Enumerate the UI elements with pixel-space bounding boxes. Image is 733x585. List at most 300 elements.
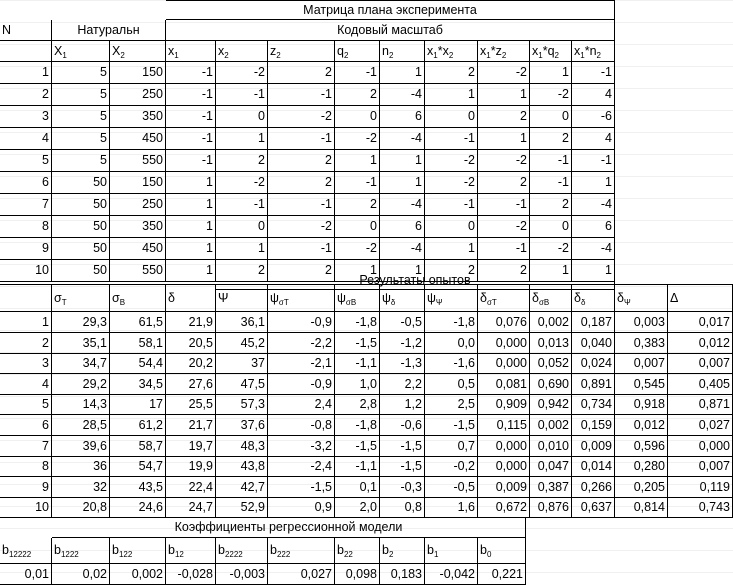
results-cell[interactable]: -0,3 xyxy=(380,477,425,498)
plan-cell[interactable]: -2 xyxy=(530,238,572,260)
results-cell[interactable]: 1,6 xyxy=(425,497,478,518)
results-cell[interactable]: 57,3 xyxy=(216,394,268,415)
plan-cell[interactable]: 2 xyxy=(478,172,530,194)
plan-cell[interactable]: 1 xyxy=(166,216,216,238)
plan-cell[interactable]: 150 xyxy=(110,62,166,84)
plan-header-cell[interactable] xyxy=(110,41,166,62)
results-cell[interactable]: 0,690 xyxy=(530,374,572,395)
plan-cell[interactable]: 1 xyxy=(166,172,216,194)
plan-cell[interactable]: -1 xyxy=(268,238,335,260)
plan-cell[interactable]: -1 xyxy=(216,194,268,216)
results-cell[interactable]: -1,3 xyxy=(380,353,425,374)
results-cell[interactable]: 24,6 xyxy=(110,497,166,518)
plan-cell[interactable]: 250 xyxy=(110,194,166,216)
results-cell[interactable]: 0,871 xyxy=(668,394,733,415)
plan-header-cell[interactable] xyxy=(572,41,615,62)
plan-cell[interactable]: 2 xyxy=(425,260,478,282)
results-cell[interactable]: -0,2 xyxy=(425,456,478,477)
results-cell[interactable]: 2,0 xyxy=(335,497,380,518)
results-cell[interactable]: 0,007 xyxy=(615,353,668,374)
plan-cell[interactable]: -2 xyxy=(268,106,335,128)
results-cell[interactable]: 36,1 xyxy=(216,312,268,333)
plan-cell[interactable]: 150 xyxy=(110,172,166,194)
plan-cell[interactable]: -2 xyxy=(478,150,530,172)
results-cell[interactable]: 0,814 xyxy=(615,497,668,518)
results-cell[interactable]: 1,0 xyxy=(335,374,380,395)
results-cell[interactable]: 21,7 xyxy=(166,415,216,436)
plan-cell[interactable]: 1 xyxy=(572,172,615,194)
results-header-cell[interactable] xyxy=(110,284,166,312)
plan-header-cell[interactable] xyxy=(335,41,380,62)
results-cell[interactable]: 0,266 xyxy=(572,477,615,498)
coeffs-cell[interactable]: 0,02 xyxy=(52,564,110,585)
plan-cell[interactable]: 2 xyxy=(268,150,335,172)
plan-cell[interactable]: 550 xyxy=(110,260,166,282)
plan-cell[interactable]: 1 xyxy=(166,194,216,216)
results-cell[interactable]: 10 xyxy=(0,497,52,518)
plan-header-cell[interactable] xyxy=(530,41,572,62)
results-cell[interactable]: 0,205 xyxy=(615,477,668,498)
plan-cell[interactable]: -1 xyxy=(268,194,335,216)
plan-cell[interactable]: 5 xyxy=(0,150,52,172)
results-cell[interactable]: 0,040 xyxy=(572,333,615,354)
results-cell[interactable]: 0,119 xyxy=(668,477,733,498)
plan-cell[interactable]: 8 xyxy=(0,216,52,238)
results-cell[interactable]: 37,6 xyxy=(216,415,268,436)
results-header-cell[interactable] xyxy=(268,284,335,312)
plan-cell[interactable]: 1 xyxy=(166,260,216,282)
plan-cell[interactable]: -4 xyxy=(380,84,425,106)
results-cell[interactable]: 0,009 xyxy=(572,436,615,457)
plan-cell[interactable]: -4 xyxy=(572,194,615,216)
results-cell[interactable]: -2,1 xyxy=(268,353,335,374)
plan-cell[interactable]: 4 xyxy=(572,128,615,150)
results-cell[interactable]: 0,076 xyxy=(478,312,530,333)
plan-cell[interactable]: 1 xyxy=(0,62,52,84)
plan-cell[interactable]: -2 xyxy=(478,62,530,84)
results-cell[interactable]: 0,007 xyxy=(668,456,733,477)
results-cell[interactable]: 22,4 xyxy=(166,477,216,498)
plan-cell[interactable]: 6 xyxy=(380,216,425,238)
results-cell[interactable]: 6 xyxy=(0,415,52,436)
plan-cell[interactable]: -1 xyxy=(268,128,335,150)
plan-cell[interactable]: 2 xyxy=(268,260,335,282)
results-cell[interactable]: 0,081 xyxy=(478,374,530,395)
results-header-cell[interactable] xyxy=(668,284,733,312)
plan-cell[interactable]: 450 xyxy=(110,128,166,150)
results-cell[interactable]: 37 xyxy=(216,353,268,374)
results-cell[interactable]: 52,9 xyxy=(216,497,268,518)
plan-cell[interactable]: -1 xyxy=(478,194,530,216)
results-header-cell[interactable] xyxy=(335,284,380,312)
results-cell[interactable]: 0,7 xyxy=(425,436,478,457)
results-header-cell[interactable] xyxy=(615,284,668,312)
results-cell[interactable]: 0,918 xyxy=(615,394,668,415)
coeffs-header-cell[interactable] xyxy=(216,538,268,564)
plan-cell[interactable]: 1 xyxy=(380,260,425,282)
plan-cell[interactable]: 0 xyxy=(216,216,268,238)
results-cell[interactable]: 34,7 xyxy=(52,353,110,374)
plan-cell[interactable]: 2 xyxy=(335,84,380,106)
coeffs-cell[interactable]: 0,01 xyxy=(0,564,52,585)
results-cell[interactable]: -1,6 xyxy=(425,353,478,374)
results-cell[interactable]: -1,1 xyxy=(335,353,380,374)
coeffs-cell[interactable]: -0,028 xyxy=(166,564,216,585)
results-cell[interactable]: 34,5 xyxy=(110,374,166,395)
plan-cell[interactable]: 450 xyxy=(110,238,166,260)
plan-cell[interactable]: 1 xyxy=(166,238,216,260)
plan-cell[interactable]: 1 xyxy=(216,128,268,150)
results-cell[interactable]: 0,9 xyxy=(268,497,335,518)
results-cell[interactable]: 28,5 xyxy=(52,415,110,436)
results-cell[interactable]: -1,8 xyxy=(335,312,380,333)
results-header-cell[interactable] xyxy=(216,284,268,312)
results-cell[interactable]: 24,7 xyxy=(166,497,216,518)
results-cell[interactable]: 0,027 xyxy=(668,415,733,436)
results-header-cell[interactable] xyxy=(478,284,530,312)
plan-cell[interactable]: -2 xyxy=(335,128,380,150)
plan-cell[interactable]: -1 xyxy=(166,128,216,150)
coeffs-cell[interactable]: 0,002 xyxy=(110,564,166,585)
results-cell[interactable]: -1,8 xyxy=(425,312,478,333)
plan-cell[interactable]: 350 xyxy=(110,106,166,128)
plan-cell[interactable]: 50 xyxy=(52,238,110,260)
results-cell[interactable]: 4 xyxy=(0,374,52,395)
results-cell[interactable]: -3,2 xyxy=(268,436,335,457)
plan-header-cell[interactable] xyxy=(52,41,110,62)
results-cell[interactable]: 2,5 xyxy=(425,394,478,415)
plan-cell[interactable]: -2 xyxy=(530,84,572,106)
results-cell[interactable]: 0,000 xyxy=(478,436,530,457)
results-cell[interactable]: 0,187 xyxy=(572,312,615,333)
results-header-cell[interactable] xyxy=(572,284,615,312)
results-title[interactable]: Результаты опытов xyxy=(216,272,615,290)
results-cell[interactable]: 0,596 xyxy=(615,436,668,457)
plan-cell[interactable]: -1 xyxy=(268,84,335,106)
results-cell[interactable]: 54,7 xyxy=(110,456,166,477)
results-cell[interactable]: 0,545 xyxy=(615,374,668,395)
plan-cell[interactable]: -1 xyxy=(166,150,216,172)
coeffs-cell[interactable]: 0,098 xyxy=(335,564,380,585)
coeffs-header-cell[interactable] xyxy=(110,538,166,564)
plan-cell[interactable]: 9 xyxy=(0,238,52,260)
results-cell[interactable]: 0,010 xyxy=(530,436,572,457)
plan-cell[interactable]: 6 xyxy=(572,216,615,238)
plan-cell[interactable]: 5 xyxy=(52,62,110,84)
coeffs-header-cell[interactable] xyxy=(380,538,425,564)
plan-cell[interactable]: 1 xyxy=(530,260,572,282)
results-cell[interactable]: 0,000 xyxy=(478,333,530,354)
plan-cell[interactable]: 2 xyxy=(478,260,530,282)
plan-cell[interactable]: 10 xyxy=(0,260,52,282)
results-cell[interactable]: -1,5 xyxy=(268,477,335,498)
plan-cell[interactable]: -1 xyxy=(530,172,572,194)
results-cell[interactable]: 5 xyxy=(0,394,52,415)
results-header-cell[interactable] xyxy=(425,284,478,312)
results-cell[interactable]: 0,003 xyxy=(615,312,668,333)
results-cell[interactable]: 0,387 xyxy=(530,477,572,498)
plan-cell[interactable]: -2 xyxy=(216,172,268,194)
results-cell[interactable]: 0,942 xyxy=(530,394,572,415)
plan-cell[interactable]: -1 xyxy=(166,62,216,84)
results-cell[interactable]: -1,8 xyxy=(335,415,380,436)
results-cell[interactable]: 0,024 xyxy=(572,353,615,374)
results-cell[interactable]: 0,115 xyxy=(478,415,530,436)
results-cell[interactable]: 0,052 xyxy=(530,353,572,374)
results-cell[interactable]: 8 xyxy=(0,456,52,477)
plan-cell[interactable]: 5 xyxy=(52,128,110,150)
results-cell[interactable]: 0,743 xyxy=(668,497,733,518)
results-cell[interactable]: 14,3 xyxy=(52,394,110,415)
plan-header-cell[interactable] xyxy=(380,41,425,62)
results-cell[interactable]: -2,2 xyxy=(268,333,335,354)
plan-header-cell[interactable] xyxy=(216,41,268,62)
results-header-blank[interactable] xyxy=(0,284,52,312)
plan-group-natural[interactable]: Натуральн xyxy=(52,20,166,41)
plan-cell[interactable]: 0 xyxy=(425,216,478,238)
plan-cell[interactable]: 2 xyxy=(268,62,335,84)
plan-group-coded[interactable]: Кодовый масштаб xyxy=(166,20,615,41)
plan-cell[interactable]: 5 xyxy=(52,106,110,128)
results-cell[interactable]: 2,4 xyxy=(268,394,335,415)
results-cell[interactable]: 0,876 xyxy=(530,497,572,518)
results-cell[interactable]: -0,9 xyxy=(268,312,335,333)
results-cell[interactable]: 45,2 xyxy=(216,333,268,354)
plan-header-cell[interactable] xyxy=(166,41,216,62)
plan-header-cell[interactable] xyxy=(268,41,335,62)
results-cell[interactable]: 43,8 xyxy=(216,456,268,477)
results-cell[interactable]: 3 xyxy=(0,353,52,374)
results-cell[interactable]: 20,2 xyxy=(166,353,216,374)
plan-cell[interactable]: 1 xyxy=(478,84,530,106)
plan-cell[interactable]: 550 xyxy=(110,150,166,172)
results-cell[interactable]: 25,5 xyxy=(166,394,216,415)
results-header-cell[interactable] xyxy=(166,284,216,312)
plan-cell[interactable]: 1 xyxy=(478,128,530,150)
plan-cell[interactable]: 2 xyxy=(530,128,572,150)
plan-cell[interactable]: -1 xyxy=(425,128,478,150)
results-cell[interactable]: 21,9 xyxy=(166,312,216,333)
plan-cell[interactable]: -1 xyxy=(425,194,478,216)
coeffs-cell[interactable]: 0,027 xyxy=(268,564,335,585)
plan-cell[interactable]: 50 xyxy=(52,194,110,216)
results-cell[interactable]: 19,9 xyxy=(166,456,216,477)
plan-cell[interactable]: 50 xyxy=(52,260,110,282)
plan-cell[interactable]: 2 xyxy=(268,172,335,194)
coeffs-header-cell[interactable] xyxy=(425,538,478,564)
plan-cell[interactable]: 1 xyxy=(335,260,380,282)
results-cell[interactable]: -1,5 xyxy=(335,333,380,354)
plan-cell[interactable]: 2 xyxy=(335,194,380,216)
results-cell[interactable]: 0,383 xyxy=(615,333,668,354)
results-cell[interactable]: 47,5 xyxy=(216,374,268,395)
results-cell[interactable]: -0,6 xyxy=(380,415,425,436)
results-cell[interactable]: 0,637 xyxy=(572,497,615,518)
results-cell[interactable]: 32 xyxy=(52,477,110,498)
plan-cell[interactable]: -2 xyxy=(478,216,530,238)
results-cell[interactable]: 0,047 xyxy=(530,456,572,477)
results-cell[interactable]: 2 xyxy=(0,333,52,354)
results-cell[interactable]: 19,7 xyxy=(166,436,216,457)
results-cell[interactable]: -0,8 xyxy=(268,415,335,436)
results-cell[interactable]: 7 xyxy=(0,436,52,457)
results-cell[interactable]: 20,5 xyxy=(166,333,216,354)
plan-cell[interactable]: -6 xyxy=(572,106,615,128)
plan-cell[interactable]: 6 xyxy=(0,172,52,194)
plan-cell[interactable]: -1 xyxy=(166,84,216,106)
results-cell[interactable]: 0,5 xyxy=(425,374,478,395)
results-cell[interactable]: 0,012 xyxy=(615,415,668,436)
plan-cell[interactable]: -1 xyxy=(572,62,615,84)
plan-cell[interactable]: 0 xyxy=(335,106,380,128)
plan-cell[interactable]: 2 xyxy=(0,84,52,106)
plan-cell[interactable]: -2 xyxy=(425,172,478,194)
results-cell[interactable]: 0,159 xyxy=(572,415,615,436)
plan-cell[interactable]: 5 xyxy=(52,150,110,172)
plan-cell[interactable]: 250 xyxy=(110,84,166,106)
plan-cell[interactable]: -4 xyxy=(380,128,425,150)
results-cell[interactable]: 58,1 xyxy=(110,333,166,354)
plan-cell[interactable]: 2 xyxy=(425,62,478,84)
results-cell[interactable]: 39,6 xyxy=(52,436,110,457)
results-header-cell[interactable] xyxy=(530,284,572,312)
results-cell[interactable]: 0,017 xyxy=(668,312,733,333)
results-cell[interactable]: 0,007 xyxy=(668,353,733,374)
results-cell[interactable]: 0,672 xyxy=(478,497,530,518)
plan-title[interactable]: Матрица плана эксперимента xyxy=(166,0,615,20)
plan-cell[interactable]: 5 xyxy=(52,84,110,106)
coeffs-header-cell[interactable] xyxy=(478,538,526,564)
plan-header-cell[interactable] xyxy=(478,41,530,62)
plan-cell[interactable]: -1 xyxy=(166,106,216,128)
results-cell[interactable]: -0,5 xyxy=(425,477,478,498)
plan-cell[interactable]: 1 xyxy=(572,260,615,282)
plan-cell[interactable]: 0 xyxy=(530,106,572,128)
results-cell[interactable]: 48,3 xyxy=(216,436,268,457)
plan-cell[interactable]: -1 xyxy=(216,84,268,106)
results-cell[interactable]: 0,000 xyxy=(478,456,530,477)
plan-cell[interactable]: -4 xyxy=(380,238,425,260)
results-cell[interactable]: 0,891 xyxy=(572,374,615,395)
results-cell[interactable]: 17 xyxy=(110,394,166,415)
coeffs-header-cell[interactable] xyxy=(52,538,110,564)
plan-cell[interactable]: 1 xyxy=(216,238,268,260)
results-cell[interactable]: -1,5 xyxy=(380,436,425,457)
results-cell[interactable]: 0,002 xyxy=(530,415,572,436)
plan-cell[interactable]: -4 xyxy=(572,238,615,260)
results-cell[interactable]: -1,5 xyxy=(380,456,425,477)
results-cell[interactable]: -1,1 xyxy=(335,456,380,477)
plan-cell[interactable]: -1 xyxy=(335,172,380,194)
results-cell[interactable]: 20,8 xyxy=(52,497,110,518)
plan-cell[interactable]: -1 xyxy=(530,150,572,172)
results-cell[interactable]: 58,7 xyxy=(110,436,166,457)
coeffs-cell[interactable]: 0,221 xyxy=(478,564,526,585)
results-header-cell[interactable] xyxy=(52,284,110,312)
results-cell[interactable]: 35,1 xyxy=(52,333,110,354)
results-cell[interactable]: 2,8 xyxy=(335,394,380,415)
results-cell[interactable]: 61,2 xyxy=(110,415,166,436)
plan-cell[interactable]: 4 xyxy=(572,84,615,106)
coeffs-header-cell[interactable] xyxy=(335,538,380,564)
plan-header-blank[interactable] xyxy=(0,41,52,62)
plan-cell[interactable]: 3 xyxy=(0,106,52,128)
plan-cell[interactable]: 50 xyxy=(52,216,110,238)
results-cell[interactable]: 0,013 xyxy=(530,333,572,354)
results-cell[interactable]: 0,002 xyxy=(530,312,572,333)
coeffs-cell[interactable]: 0,183 xyxy=(380,564,425,585)
coeffs-header-cell[interactable] xyxy=(0,538,52,564)
results-cell[interactable]: -1,5 xyxy=(335,436,380,457)
plan-cell[interactable]: 1 xyxy=(530,62,572,84)
plan-cell[interactable]: 1 xyxy=(380,150,425,172)
results-cell[interactable]: 29,3 xyxy=(52,312,110,333)
plan-cell[interactable]: 2 xyxy=(216,260,268,282)
results-cell[interactable]: 61,5 xyxy=(110,312,166,333)
results-cell[interactable]: -1,2 xyxy=(380,333,425,354)
plan-cell[interactable]: 1 xyxy=(335,150,380,172)
results-cell[interactable]: 36 xyxy=(52,456,110,477)
results-cell[interactable]: 0,909 xyxy=(478,394,530,415)
results-header-cell[interactable] xyxy=(380,284,425,312)
plan-cell[interactable]: -1 xyxy=(478,238,530,260)
plan-cell[interactable]: 2 xyxy=(478,106,530,128)
results-cell[interactable]: 42,7 xyxy=(216,477,268,498)
plan-cell[interactable]: 4 xyxy=(0,128,52,150)
results-cell[interactable]: 0,009 xyxy=(478,477,530,498)
plan-cell[interactable]: 6 xyxy=(380,106,425,128)
plan-cell[interactable]: -2 xyxy=(335,238,380,260)
plan-cell[interactable]: 0 xyxy=(216,106,268,128)
results-cell[interactable]: 0,8 xyxy=(380,497,425,518)
plan-cell[interactable]: 0 xyxy=(425,106,478,128)
coeffs-header-cell[interactable] xyxy=(268,538,335,564)
results-cell[interactable]: 29,2 xyxy=(52,374,110,395)
results-cell[interactable]: 1,2 xyxy=(380,394,425,415)
plan-cell[interactable]: 2 xyxy=(216,150,268,172)
coeffs-cell[interactable]: -0,042 xyxy=(425,564,478,585)
plan-cell[interactable]: -1 xyxy=(572,150,615,172)
results-cell[interactable]: 0,0 xyxy=(425,333,478,354)
plan-cell[interactable]: 1 xyxy=(380,62,425,84)
plan-cell[interactable]: 7 xyxy=(0,194,52,216)
plan-cell[interactable]: 0 xyxy=(530,216,572,238)
plan-cell[interactable]: -2 xyxy=(216,62,268,84)
plan-cell[interactable]: 1 xyxy=(425,84,478,106)
results-cell[interactable]: -2,4 xyxy=(268,456,335,477)
results-cell[interactable]: 0,000 xyxy=(668,436,733,457)
plan-cell[interactable]: 2 xyxy=(530,194,572,216)
plan-col-n[interactable]: N xyxy=(0,20,52,41)
plan-cell[interactable]: 350 xyxy=(110,216,166,238)
results-cell[interactable]: 0,280 xyxy=(615,456,668,477)
results-cell[interactable]: 2,2 xyxy=(380,374,425,395)
results-cell[interactable]: 54,4 xyxy=(110,353,166,374)
plan-cell[interactable]: -2 xyxy=(425,150,478,172)
results-cell[interactable]: 0,014 xyxy=(572,456,615,477)
plan-cell[interactable]: 50 xyxy=(52,172,110,194)
plan-cell[interactable]: 1 xyxy=(380,172,425,194)
results-cell[interactable]: 27,6 xyxy=(166,374,216,395)
plan-cell[interactable]: -2 xyxy=(268,216,335,238)
results-cell[interactable]: 0,1 xyxy=(335,477,380,498)
coeffs-header-cell[interactable] xyxy=(166,538,216,564)
plan-header-cell[interactable] xyxy=(425,41,478,62)
coeffs-title[interactable]: Коэффициенты регрессионной модели xyxy=(52,518,526,538)
results-cell[interactable]: 0,405 xyxy=(668,374,733,395)
coeffs-cell[interactable]: -0,003 xyxy=(216,564,268,585)
plan-cell[interactable]: -4 xyxy=(380,194,425,216)
